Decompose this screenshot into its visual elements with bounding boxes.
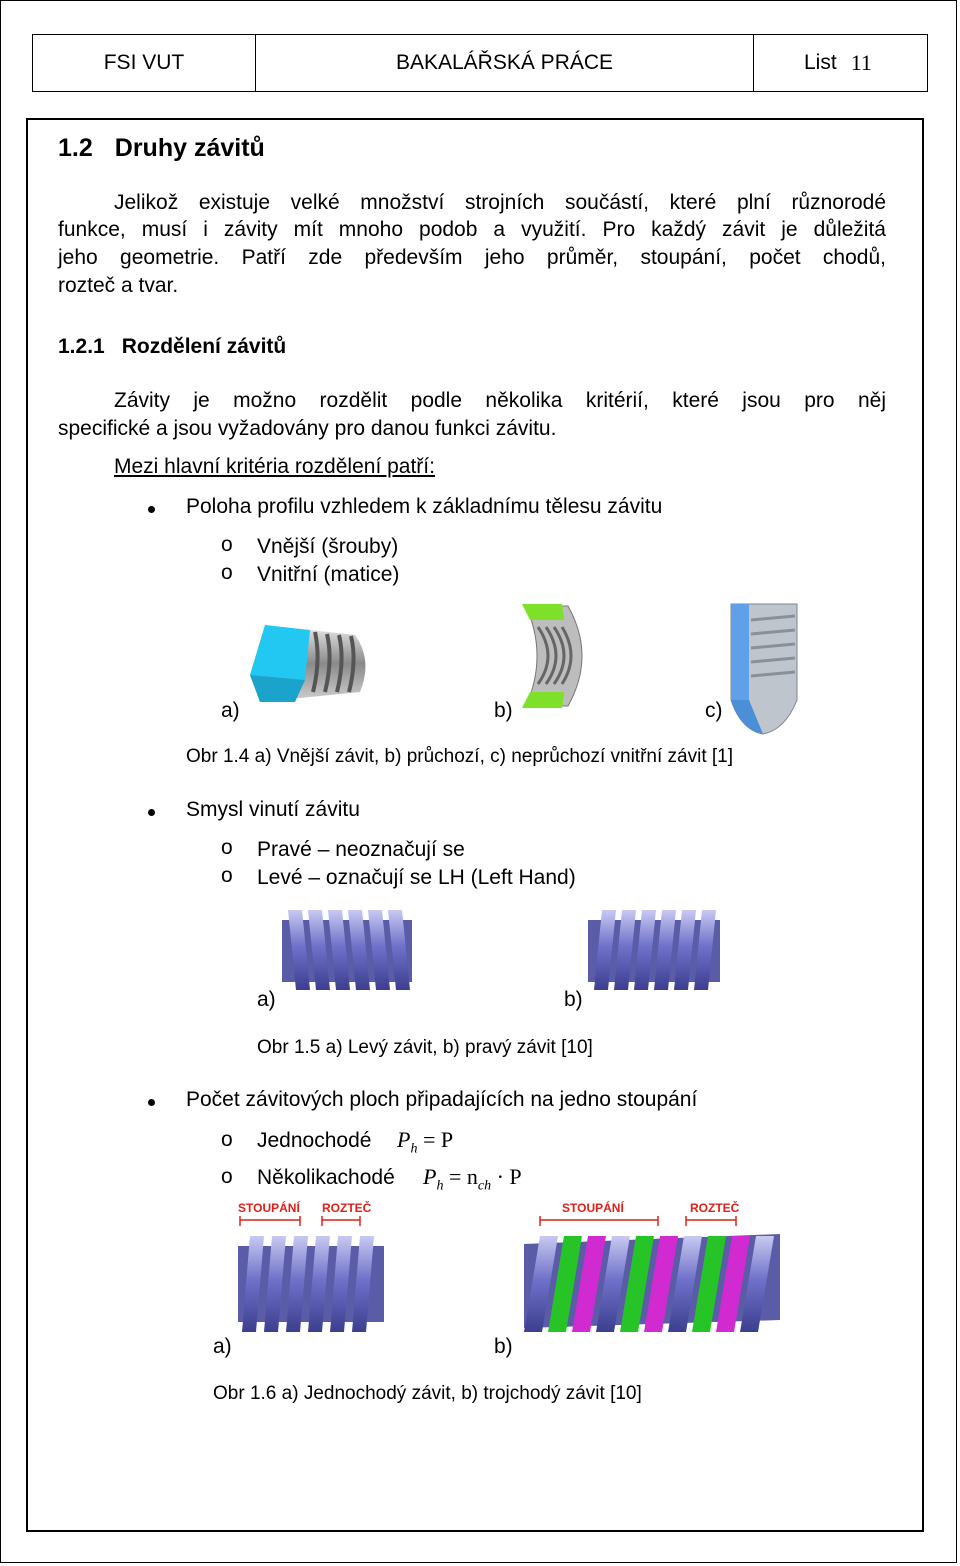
formula-single-start xyxy=(397,1127,453,1157)
bullet-dot xyxy=(148,1099,155,1106)
formula-multi-start xyxy=(423,1164,522,1194)
header-page xyxy=(754,35,927,91)
bullet3-sub-1: Jednochodé xyxy=(257,1129,372,1152)
fig15-label-b: b) xyxy=(564,988,583,1011)
intro-line-1: Jelikož existuje velké množství strojních součástí, které plní různorodé xyxy=(114,191,886,214)
content-frame xyxy=(26,118,924,1532)
bullet1-sub-1: Vnější (šrouby) xyxy=(257,535,399,558)
through-nut-image xyxy=(518,602,598,710)
annot-stoupani-b: STOUPÁNÍ xyxy=(562,1201,624,1215)
bullet1-text: Poloha profilu vzhledem k základnímu tělesu závitu xyxy=(186,495,663,518)
triple-start-thread-image xyxy=(518,1196,784,1342)
annot-roztec-a: ROZTEČ xyxy=(322,1201,372,1215)
fig16-label-a: a) xyxy=(213,1335,232,1358)
section-number: 1.2 xyxy=(58,134,93,162)
header-doc-type: BAKALÁŘSKÁ PRÁCE xyxy=(256,35,754,91)
formula2-eq: = n xyxy=(448,1164,478,1189)
formula1-eq: = P xyxy=(422,1127,454,1152)
formula1-P: P xyxy=(397,1127,411,1152)
formula1-h: h xyxy=(410,1141,418,1157)
header-page-number: 11 xyxy=(850,50,872,75)
bullet1-sub-2: Vnitřní (matice) xyxy=(257,563,400,586)
formula2-P: P xyxy=(423,1164,437,1189)
fig14-caption: Obr 1.4 a) Vnější závit, b) průchozí, c) neprůchozí vnitřní závit [1] xyxy=(186,746,734,767)
bullet3-sub-2: Několikachodé xyxy=(257,1166,395,1189)
left-hand-thread-image xyxy=(282,906,412,994)
fig14-label-c: c) xyxy=(705,699,723,722)
external-thread-image xyxy=(235,600,375,710)
fig14-label-b: b) xyxy=(494,699,513,722)
section-title: Druhy závitů xyxy=(114,134,265,162)
subsection-number: 1.2.1 xyxy=(58,335,105,358)
annot-stoupani-a: STOUPÁNÍ xyxy=(238,1201,300,1215)
intro-line-4: rozteč a tvar. xyxy=(58,274,179,297)
formula2-h: h xyxy=(436,1178,444,1194)
bullet-dot xyxy=(148,506,155,513)
fig14-label-a: a) xyxy=(221,699,240,722)
fig15-label-a: a) xyxy=(257,988,276,1011)
sub-marker: o xyxy=(221,864,233,887)
sub-marker: o xyxy=(221,1165,233,1188)
subsection-title: Rozdělení závitů xyxy=(121,335,287,358)
bullet2-sub-1: Pravé – neoznačují se xyxy=(257,838,465,861)
page-header xyxy=(32,34,928,92)
header-list-label: List xyxy=(804,51,837,74)
right-hand-thread-image xyxy=(588,906,720,994)
header-institution: FSI VUT xyxy=(33,35,256,91)
sub-marker: o xyxy=(221,561,233,584)
fig16-caption: Obr 1.6 a) Jednochodý závit, b) trojchodý závit [10] xyxy=(213,1383,642,1404)
subsection-heading xyxy=(58,335,286,359)
bullet2-sub-2: Levé – označují se LH (Left Hand) xyxy=(257,866,576,889)
bullet2-text: Smysl vinutí závitu xyxy=(186,798,360,821)
annot-roztec-b: ROZTEČ xyxy=(690,1201,740,1215)
sub-marker: o xyxy=(221,836,233,859)
blind-nut-image xyxy=(725,602,801,742)
fig15-caption: Obr 1.5 a) Levý závit, b) pravý závit [10] xyxy=(257,1037,593,1058)
bullet-dot xyxy=(148,809,155,816)
section-heading xyxy=(58,134,265,163)
formula2-ch: ch xyxy=(477,1178,492,1194)
bullet3-text: Počet závitových ploch připadajících na jedno stoupání xyxy=(186,1088,698,1111)
formula2-tail: · P xyxy=(496,1164,522,1189)
criteria-heading: Mezi hlavní kritéria rozdělení patří: xyxy=(114,455,435,478)
para2-line-1: Závity je možno rozdělit podle několika kritérií, které jsou pro něj xyxy=(114,389,886,412)
intro-line-3: jeho geometrie. Patří zde především jeho průměr, stoupání, počet chodů, xyxy=(58,246,886,269)
sub-marker: o xyxy=(221,533,233,556)
fig16-label-b: b) xyxy=(494,1335,513,1358)
para2-line-2: specifické a jsou vyžadovány pro danou funkci závitu. xyxy=(58,417,557,440)
single-start-thread-image xyxy=(230,1196,390,1342)
sub-marker: o xyxy=(221,1128,233,1151)
intro-line-2: funkce, musí i závity mít mnoho podob a využití. Pro každý závit je důležitá xyxy=(58,218,886,241)
